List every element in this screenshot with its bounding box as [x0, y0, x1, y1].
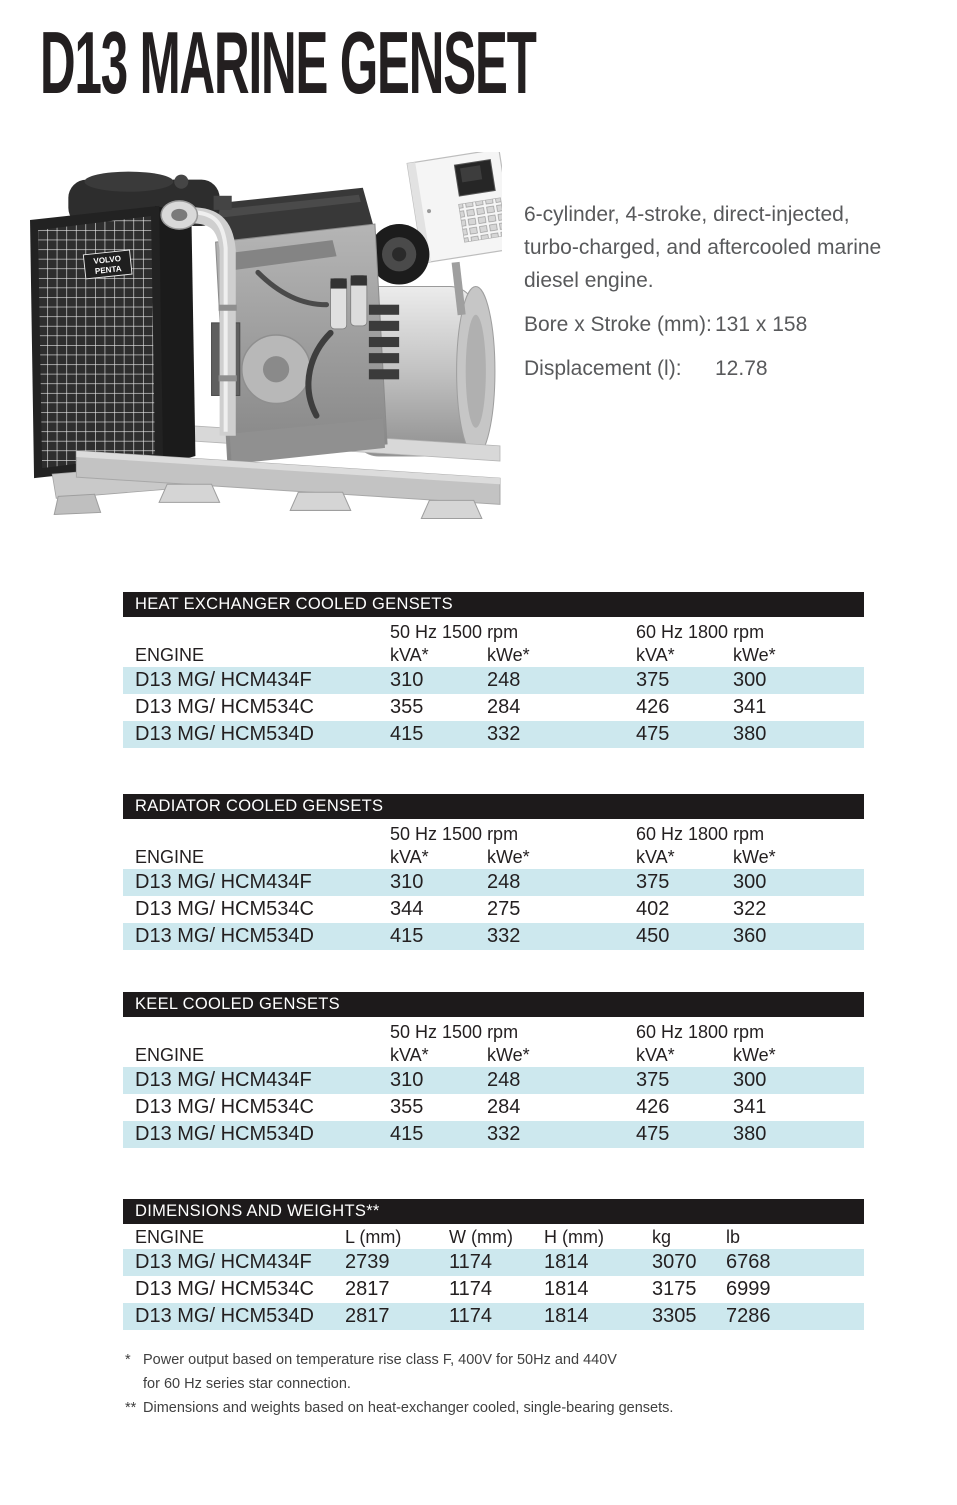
engine-cell: D13 MG/ HCM434F: [135, 669, 312, 691]
value-cell: 344: [390, 898, 424, 920]
table-row: [123, 1067, 864, 1094]
value-cell: 375: [636, 669, 670, 691]
engine-cell: D13 MG/ HCM534D: [135, 723, 314, 745]
spec-displacement: [524, 352, 934, 385]
value-cell: 415: [390, 925, 424, 947]
engine-description: 6-cylinder, 4-stroke, direct-injected, turbo-charged, and aftercooled marine diesel engine.: [524, 203, 882, 292]
freq-50hz-header: 50 Hz 1500 rpm: [390, 622, 519, 642]
footnote-marker: **: [125, 1400, 137, 1416]
bore-stroke-value: 131 x 158: [715, 313, 808, 336]
value-cell: 248: [487, 1069, 521, 1091]
column-header-row: ENGINE kVA* kWe* kVA* kWe*: [135, 1045, 776, 1065]
value-cell: 1814: [544, 1251, 589, 1273]
footnote-dimensions: ** Dimensions and weights based on heat-exchanger cooled, single-bearing gensets.: [125, 1396, 865, 1420]
table-dimensions: [123, 1199, 864, 1330]
value-cell: 1814: [544, 1305, 589, 1327]
engine-cell: D13 MG/ HCM534C: [135, 898, 314, 920]
value-cell: 332: [487, 925, 521, 947]
value-cell: 7286: [726, 1305, 771, 1327]
value-cell: 3070: [652, 1251, 697, 1273]
value-cell: 6999: [726, 1278, 771, 1300]
footnote-marker: *: [125, 1352, 131, 1368]
engine-cell: D13 MG/ HCM534C: [135, 1096, 314, 1118]
table-title-bar: KEEL COOLED GENSETS: [123, 992, 864, 1017]
frequency-header-row: [123, 1021, 864, 1044]
genset-illustration: [28, 152, 502, 528]
value-cell: 1814: [544, 1278, 589, 1300]
value-cell: 332: [487, 723, 521, 745]
brand-line2: PENTA: [94, 264, 123, 276]
table-keel: [123, 992, 864, 1148]
footnotes: [125, 1348, 865, 1420]
table-heat-exchanger: [123, 592, 864, 748]
displacement-label: Displacement (l):: [524, 357, 682, 380]
value-cell: 360: [733, 925, 767, 947]
table-title-bar: RADIATOR COOLED GENSETS: [123, 794, 864, 819]
value-cell: 380: [733, 1123, 767, 1145]
value-cell: 341: [733, 696, 767, 718]
value-cell: 375: [636, 1069, 670, 1091]
value-cell: 355: [390, 1096, 424, 1118]
engine-cell: D13 MG/ HCM534C: [135, 1278, 314, 1300]
value-cell: 332: [487, 1123, 521, 1145]
frequency-header-row: [123, 621, 864, 644]
spec-bore-stroke: [524, 308, 934, 341]
column-header-row: ENGINE kVA* kWe* kVA* kWe*: [135, 847, 776, 867]
value-cell: 248: [487, 871, 521, 893]
table-row: [123, 896, 864, 923]
value-cell: 284: [487, 696, 521, 718]
footnote-power: * Power output based on temperature rise class F, 400V for 50Hz and 440V for 60 Hz series star connection.: [125, 1348, 865, 1396]
engine-cell: D13 MG/ HCM434F: [135, 871, 312, 893]
page-title: D13 MARINE GENSET: [40, 13, 536, 112]
column-header-row: ENGINE kVA* kWe* kVA* kWe*: [135, 645, 776, 665]
table-row: [123, 869, 864, 896]
value-cell: 1174: [449, 1305, 493, 1327]
value-cell: 310: [390, 669, 424, 691]
column-header-row: ENGINE L (mm) W (mm) H (mm) kg lb: [135, 1227, 741, 1247]
table-row: [123, 1094, 864, 1121]
table-row: [123, 923, 864, 950]
value-cell: 300: [733, 1069, 767, 1091]
table-title-bar: HEAT EXCHANGER COOLED GENSETS: [123, 592, 864, 617]
frequency-header-row: [123, 823, 864, 846]
table-row: [123, 721, 864, 748]
table-row: [123, 667, 864, 694]
value-cell: 426: [636, 1096, 670, 1118]
freq-60hz-header: 60 Hz 1800 rpm: [636, 824, 765, 844]
value-cell: 300: [733, 669, 767, 691]
table-row: [123, 694, 864, 721]
table-row: [123, 1303, 864, 1330]
value-cell: 450: [636, 925, 670, 947]
value-cell: 1174: [449, 1278, 493, 1300]
table-radiator: [123, 794, 864, 950]
engine-cell: D13 MG/ HCM534D: [135, 1305, 314, 1327]
freq-50hz-header: 50 Hz 1500 rpm: [390, 1022, 519, 1042]
table-row: [123, 1121, 864, 1148]
value-cell: 275: [487, 898, 521, 920]
value-cell: 415: [390, 723, 424, 745]
value-cell: 322: [733, 898, 767, 920]
value-cell: 355: [390, 696, 424, 718]
engine-cell: D13 MG/ HCM434F: [135, 1069, 312, 1091]
engine-cell: D13 MG/ HCM534D: [135, 925, 314, 947]
value-cell: 415: [390, 1123, 424, 1145]
value-cell: 6768: [726, 1251, 771, 1273]
displacement-value: 12.78: [715, 357, 768, 380]
freq-60hz-header: 60 Hz 1800 rpm: [636, 1022, 765, 1042]
value-cell: 2739: [345, 1251, 390, 1273]
value-cell: 426: [636, 696, 670, 718]
value-cell: 300: [733, 871, 767, 893]
brand-plate: [83, 250, 132, 279]
value-cell: 341: [733, 1096, 767, 1118]
value-cell: 284: [487, 1096, 521, 1118]
value-cell: 2817: [345, 1305, 390, 1327]
value-cell: 2817: [345, 1278, 390, 1300]
value-cell: 310: [390, 871, 424, 893]
value-cell: 3175: [652, 1278, 697, 1300]
value-cell: 475: [636, 723, 670, 745]
freq-60hz-header: 60 Hz 1800 rpm: [636, 622, 765, 642]
engine-cell: D13 MG/ HCM534D: [135, 1123, 314, 1145]
engine-cell: D13 MG/ HCM534C: [135, 696, 314, 718]
freq-50hz-header: 50 Hz 1500 rpm: [390, 824, 519, 844]
value-cell: 310: [390, 1069, 424, 1091]
table-row: [123, 1249, 864, 1276]
value-cell: 380: [733, 723, 767, 745]
value-cell: 402: [636, 898, 670, 920]
genset-image: [28, 152, 502, 528]
bore-stroke-label: Bore x Stroke (mm):: [524, 313, 712, 336]
value-cell: 248: [487, 669, 521, 691]
value-cell: 475: [636, 1123, 670, 1145]
table-title-bar: DIMENSIONS AND WEIGHTS**: [123, 1199, 864, 1224]
engine-cell: D13 MG/ HCM434F: [135, 1251, 312, 1273]
value-cell: 1174: [449, 1251, 493, 1273]
intro-block: [524, 198, 934, 385]
value-cell: 375: [636, 871, 670, 893]
value-cell: 3305: [652, 1305, 697, 1327]
table-row: [123, 1276, 864, 1303]
brand-line1: VOLVO: [93, 254, 122, 266]
